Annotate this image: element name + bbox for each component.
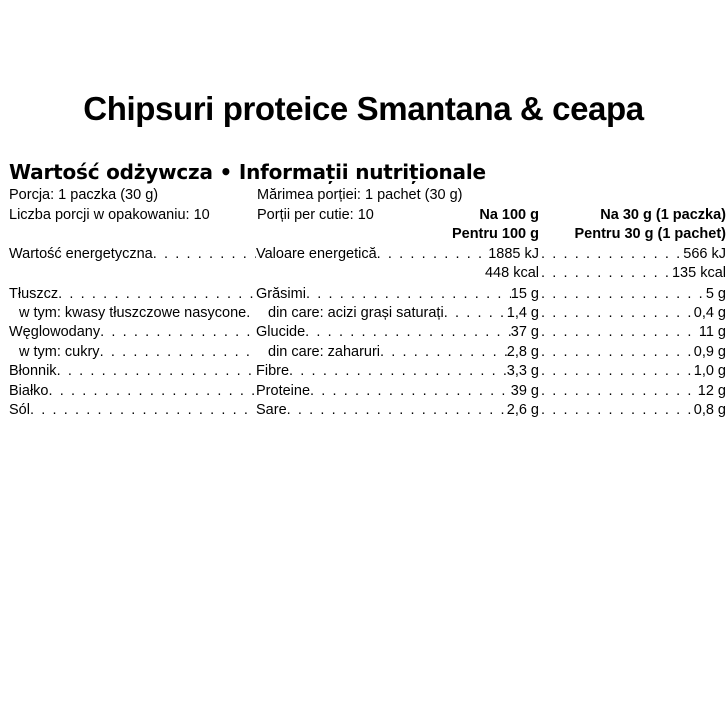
nutrient-row-b-onnik [9,362,726,380]
nutrient-per30 [541,264,726,282]
nutrient-ro-label: Glucide [256,324,306,340]
nutrient-ro-value: 2,8 g [506,344,539,360]
nutrient-ro-label: din care: acizi grași saturați [268,305,444,321]
portion-pl: Porcja: 1 paczka (30 g) [9,187,159,203]
nutrient-ro-value: 448 kcal [484,265,539,281]
nutrient-pl-leader [30,401,256,419]
nutrient-ro-value: 37 g [510,324,539,340]
nutrient-per30-value: 0,9 g [693,344,726,360]
nutrient-pl-leader [246,304,256,322]
column-header-row [9,225,726,243]
servings-row [9,206,726,224]
nutrient-pl [9,304,256,322]
nutrient-per30 [541,343,726,361]
nutrient-ro-value: 3,3 g [506,363,539,379]
col-per30-ro: Pentru 30 g (1 pachet) [574,226,726,242]
nutrient-per30-value: 0,8 g [693,402,726,418]
nutrient-pl [9,382,256,400]
nutrient-pl-leader [58,285,256,303]
nutrient-ro-value: 39 g [510,383,539,399]
nutrient-per30 [541,323,726,341]
nutrient-ro-label: Proteine [256,383,311,399]
nutrient-pl-label: Błonnik [9,363,57,379]
nutrient-ro [256,323,539,341]
nutrient-ro-leader [306,285,511,303]
nutrient-ro-leader [287,401,507,419]
nutrient-pl-label: Wartość energetyczna [9,246,153,262]
nutrient-pl-leader [57,362,256,380]
nutrient-per30-leader [541,401,694,419]
nutrient-ro [256,362,539,380]
nutrition-heading: Wartość odżywcza • Informații nutriționale [9,160,486,184]
nutrient-ro-leader [289,362,507,380]
nutrient-per30 [541,382,726,400]
nutrient-pl [9,401,256,419]
nutrient-per30-value: 135 kcal [671,265,726,281]
nutrient-ro-value: 1,4 g [506,305,539,321]
col-per100-pl: Na 100 g [479,207,539,223]
nutrient-pl-leader [100,323,256,341]
nutrient-ro-value: 2,6 g [506,402,539,418]
servings-pl: Liczba porcji w opakowaniu: 10 [9,207,210,223]
nutrient-ro [439,264,539,282]
nutrient-row-wartosc-energetyczna [9,245,726,263]
nutrient-per30-leader [541,304,694,322]
nutrient-ro [256,304,539,322]
nutrient-per30-value: 11 g [698,324,726,340]
nutrient-ro-value: 1885 kJ [488,246,539,262]
nutrient-ro [256,343,539,361]
nutrient-per30 [541,304,726,322]
nutrient-per30-value: 1,0 g [693,363,726,379]
nutrient-row-w-tym-cukry [9,343,726,361]
nutrient-per30-leader [541,285,706,303]
col-per100-ro: Pentru 100 g [451,226,539,242]
nutrient-pl [9,362,256,380]
nutrient-ro-leader [380,343,507,361]
nutrient-per30-leader [541,362,694,380]
nutrient-pl [9,343,256,361]
portion-ro: Mărimea porției: 1 pachet (30 g) [257,187,463,203]
nutrient-per30-leader [541,264,672,282]
nutrient-per30-leader [541,245,683,263]
nutrient-per30-value: 566 kJ [683,246,726,262]
nutrient-pl-leader [49,382,257,400]
nutrient-ro [256,245,539,263]
nutrient-per30 [541,401,726,419]
nutrient-pl-label: w tym: cukry [19,344,100,360]
nutrient-ro-label: Grăsimi [256,286,306,302]
nutrient-ro-label: Sare [256,402,287,418]
nutrient-ro [256,285,539,303]
nutrient-pl [9,323,256,341]
nutrient-ro-leader [377,245,489,263]
nutrient-per30-value: 12 g [697,383,726,399]
nutrient-ro-label: din care: zaharuri [268,344,381,360]
nutrient-per30 [541,285,726,303]
nutrient-pl-label: w tym: kwasy tłuszczowe nasycone [19,305,247,321]
nutrient-row-bia-ko [9,382,726,400]
product-title: Chipsuri proteice Smantana & ceapa [83,90,644,127]
nutrient-ro-leader [305,323,511,341]
nutrient-ro-label: Valoare energetică [256,246,377,262]
nutrient-pl-label: Sól [9,402,30,418]
nutrient-row-continued [9,264,726,282]
nutrient-per30-leader [541,382,698,400]
nutrient-per30-value: 5 g [705,286,726,302]
nutrient-pl-leader [153,245,256,263]
nutrient-pl-leader [100,343,256,361]
nutrient-ro [256,382,539,400]
nutrient-ro-leader [444,304,507,322]
nutrient-ro-leader [310,382,511,400]
nutrient-row-weglowodany [9,323,726,341]
nutrient-ro-value: 15 g [510,286,539,302]
nutrient-row-sol [9,401,726,419]
nutrient-row-t-uszcz [9,285,726,303]
nutrient-pl [9,285,256,303]
nutrient-pl [9,245,256,263]
nutrient-ro-label: Fibre [256,363,290,379]
nutrient-row-w-tym-kwasy-t-uszczowe-nasycone [9,304,726,322]
nutrient-pl-label: Węglowodany [9,324,101,340]
nutrient-per30 [541,362,726,380]
nutrient-per30 [541,245,726,263]
nutrient-per30-value: 0,4 g [693,305,726,321]
servings-ro: Porții per cutie: 10 [257,207,374,223]
nutrient-pl-label: Białko [9,383,49,399]
portion-row [9,186,726,204]
nutrient-per30-leader [541,343,694,361]
nutrient-per30-leader [541,323,699,341]
nutrient-pl-label: Tłuszcz [9,286,59,302]
col-per30-pl: Na 30 g (1 paczka) [600,207,726,223]
nutrient-ro [256,401,539,419]
